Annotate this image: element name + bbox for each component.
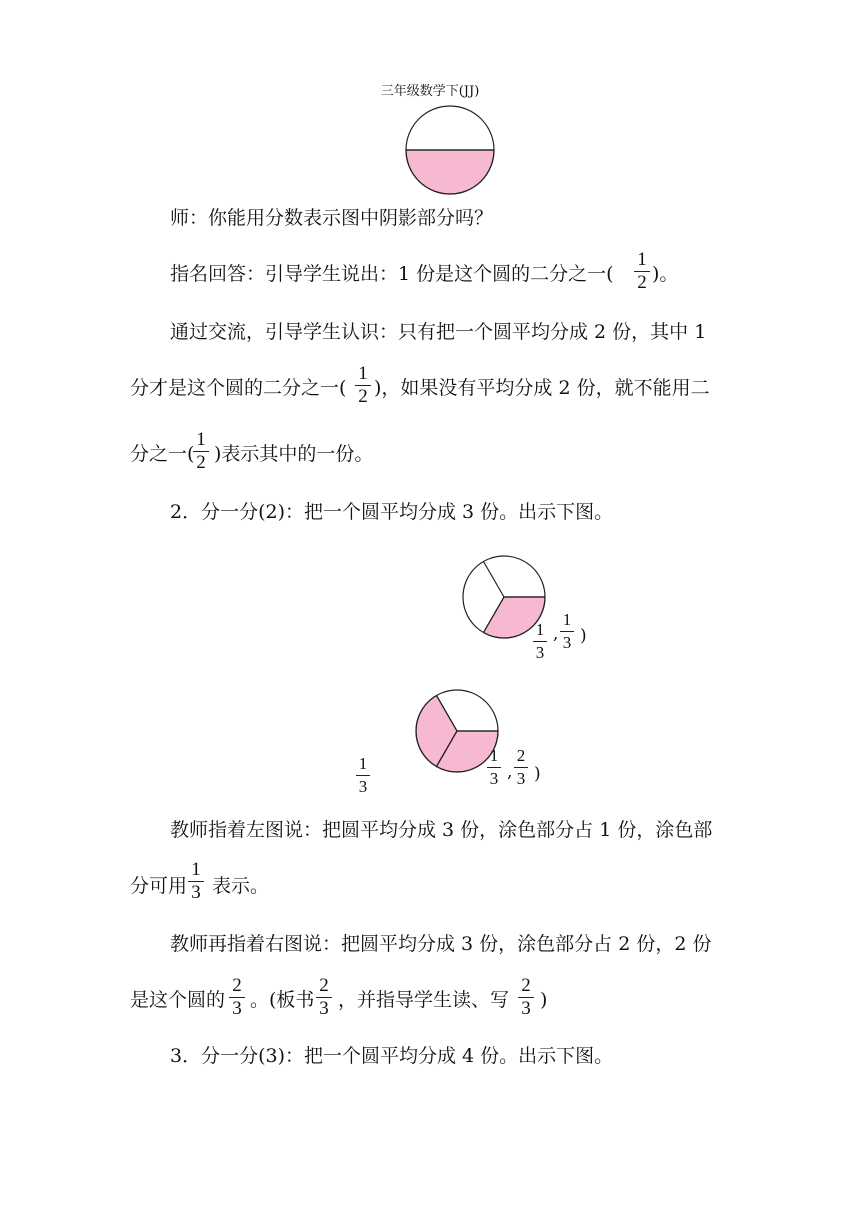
fraction-one-half	[634, 250, 650, 293]
figure-label-comma: ,	[507, 762, 513, 782]
figure-label-close-paren: )	[580, 626, 587, 646]
fraction-one-third	[188, 860, 204, 903]
divider-line	[484, 562, 505, 598]
fraction-two-thirds	[316, 976, 332, 1019]
paragraph-discussion-line2b: )，如果没有平均分成 2 份，就不能用二	[374, 377, 710, 399]
fraction-bar	[356, 775, 370, 776]
paragraph-discussion-line1: 通过交流，引导学生认识：只有把一个圆平均分成 2 份，其中 1	[170, 321, 707, 343]
fraction-one-half	[193, 430, 209, 473]
figure-label-fraction	[487, 746, 501, 789]
fraction-two-thirds	[518, 976, 534, 1019]
fraction-denominator: 3	[358, 777, 368, 796]
fraction-denominator: 3	[521, 998, 531, 1019]
paragraph-left-figure-line2b: 表示。	[212, 875, 270, 897]
fraction-denominator: 2	[637, 272, 647, 293]
paragraph-left-figure-line1: 教师指着左图说：把圆平均分成 3 份，涂色部分占 1 份，涂色部	[170, 819, 713, 841]
paragraph-discussion-line3b: )表示其中的一份。	[214, 443, 374, 465]
section-heading-divide-4: 3．分一分(3)：把一个圆平均分成 4 份。出示下图。	[170, 1045, 614, 1067]
figure-label-close-paren: )	[534, 764, 541, 784]
paragraph-answer-b: )。	[652, 263, 679, 285]
page-header: 三年级数学下(JJ)	[380, 84, 480, 99]
fraction-denominator: 3	[319, 998, 329, 1019]
section-heading-divide-3: 2．分一分(2)：把一个圆平均分成 3 份。出示下图。	[170, 501, 614, 523]
fraction-numerator: 1	[489, 746, 499, 765]
fraction-denominator: 3	[516, 769, 526, 788]
paragraph-right-figure-line2b: 。(板书	[250, 989, 315, 1011]
fraction-bar	[533, 641, 547, 642]
fraction-two-thirds	[229, 976, 245, 1019]
fraction-denominator: 3	[535, 643, 545, 662]
fraction-denominator: 3	[191, 882, 201, 903]
fraction-numerator: 2	[516, 746, 526, 765]
fraction-one-half	[355, 364, 371, 407]
figure-label-fraction	[514, 746, 528, 789]
fraction-numerator: 1	[637, 249, 647, 270]
paragraph-right-figure-line2d: )	[540, 989, 548, 1011]
fraction-denominator: 3	[562, 633, 572, 652]
fraction-numerator: 1	[358, 754, 368, 773]
paragraph-right-figure-line2a: 是这个圆的	[130, 989, 226, 1011]
fraction-bar	[560, 631, 574, 632]
fraction-numerator: 1	[562, 610, 572, 629]
fraction-bar	[514, 767, 528, 768]
figure-label-fraction	[356, 754, 370, 797]
fraction-denominator: 3	[489, 769, 499, 788]
paragraph-left-figure-line2a: 分可用	[130, 875, 188, 897]
paragraph-answer-a: 指名回答：引导学生说出：1 份是这个圆的二分之一(	[170, 263, 614, 285]
fraction-denominator: 2	[358, 386, 368, 407]
shaded-half	[406, 150, 494, 194]
fraction-numerator: 1	[358, 363, 368, 384]
figure-label-fraction	[560, 610, 574, 653]
fraction-denominator: 2	[196, 452, 206, 473]
fraction-numerator: 2	[319, 975, 329, 996]
fraction-denominator: 3	[232, 998, 242, 1019]
fraction-numerator: 1	[191, 859, 201, 880]
paragraph-discussion-line2a: 分才是这个圆的二分之一(	[130, 377, 347, 399]
fraction-numerator: 1	[196, 429, 206, 450]
fraction-numerator: 2	[521, 975, 531, 996]
figure-label-comma: ,	[553, 624, 559, 644]
paragraph-discussion-line3a: 分之一(	[130, 443, 195, 465]
paragraph-right-figure-line2c: ，并指导学生读、写	[338, 989, 510, 1011]
half-circle-figure	[404, 104, 496, 196]
paragraph-right-figure-line1: 教师再指着右图说：把圆平均分成 3 份，涂色部分占 2 份，2 份	[170, 933, 712, 955]
paragraph-question: 师：你能用分数表示图中阴影部分吗？	[170, 207, 494, 229]
fraction-numerator: 2	[232, 975, 242, 996]
fraction-numerator: 1	[535, 620, 545, 639]
figure-label-fraction	[533, 620, 547, 663]
fraction-bar	[487, 767, 501, 768]
